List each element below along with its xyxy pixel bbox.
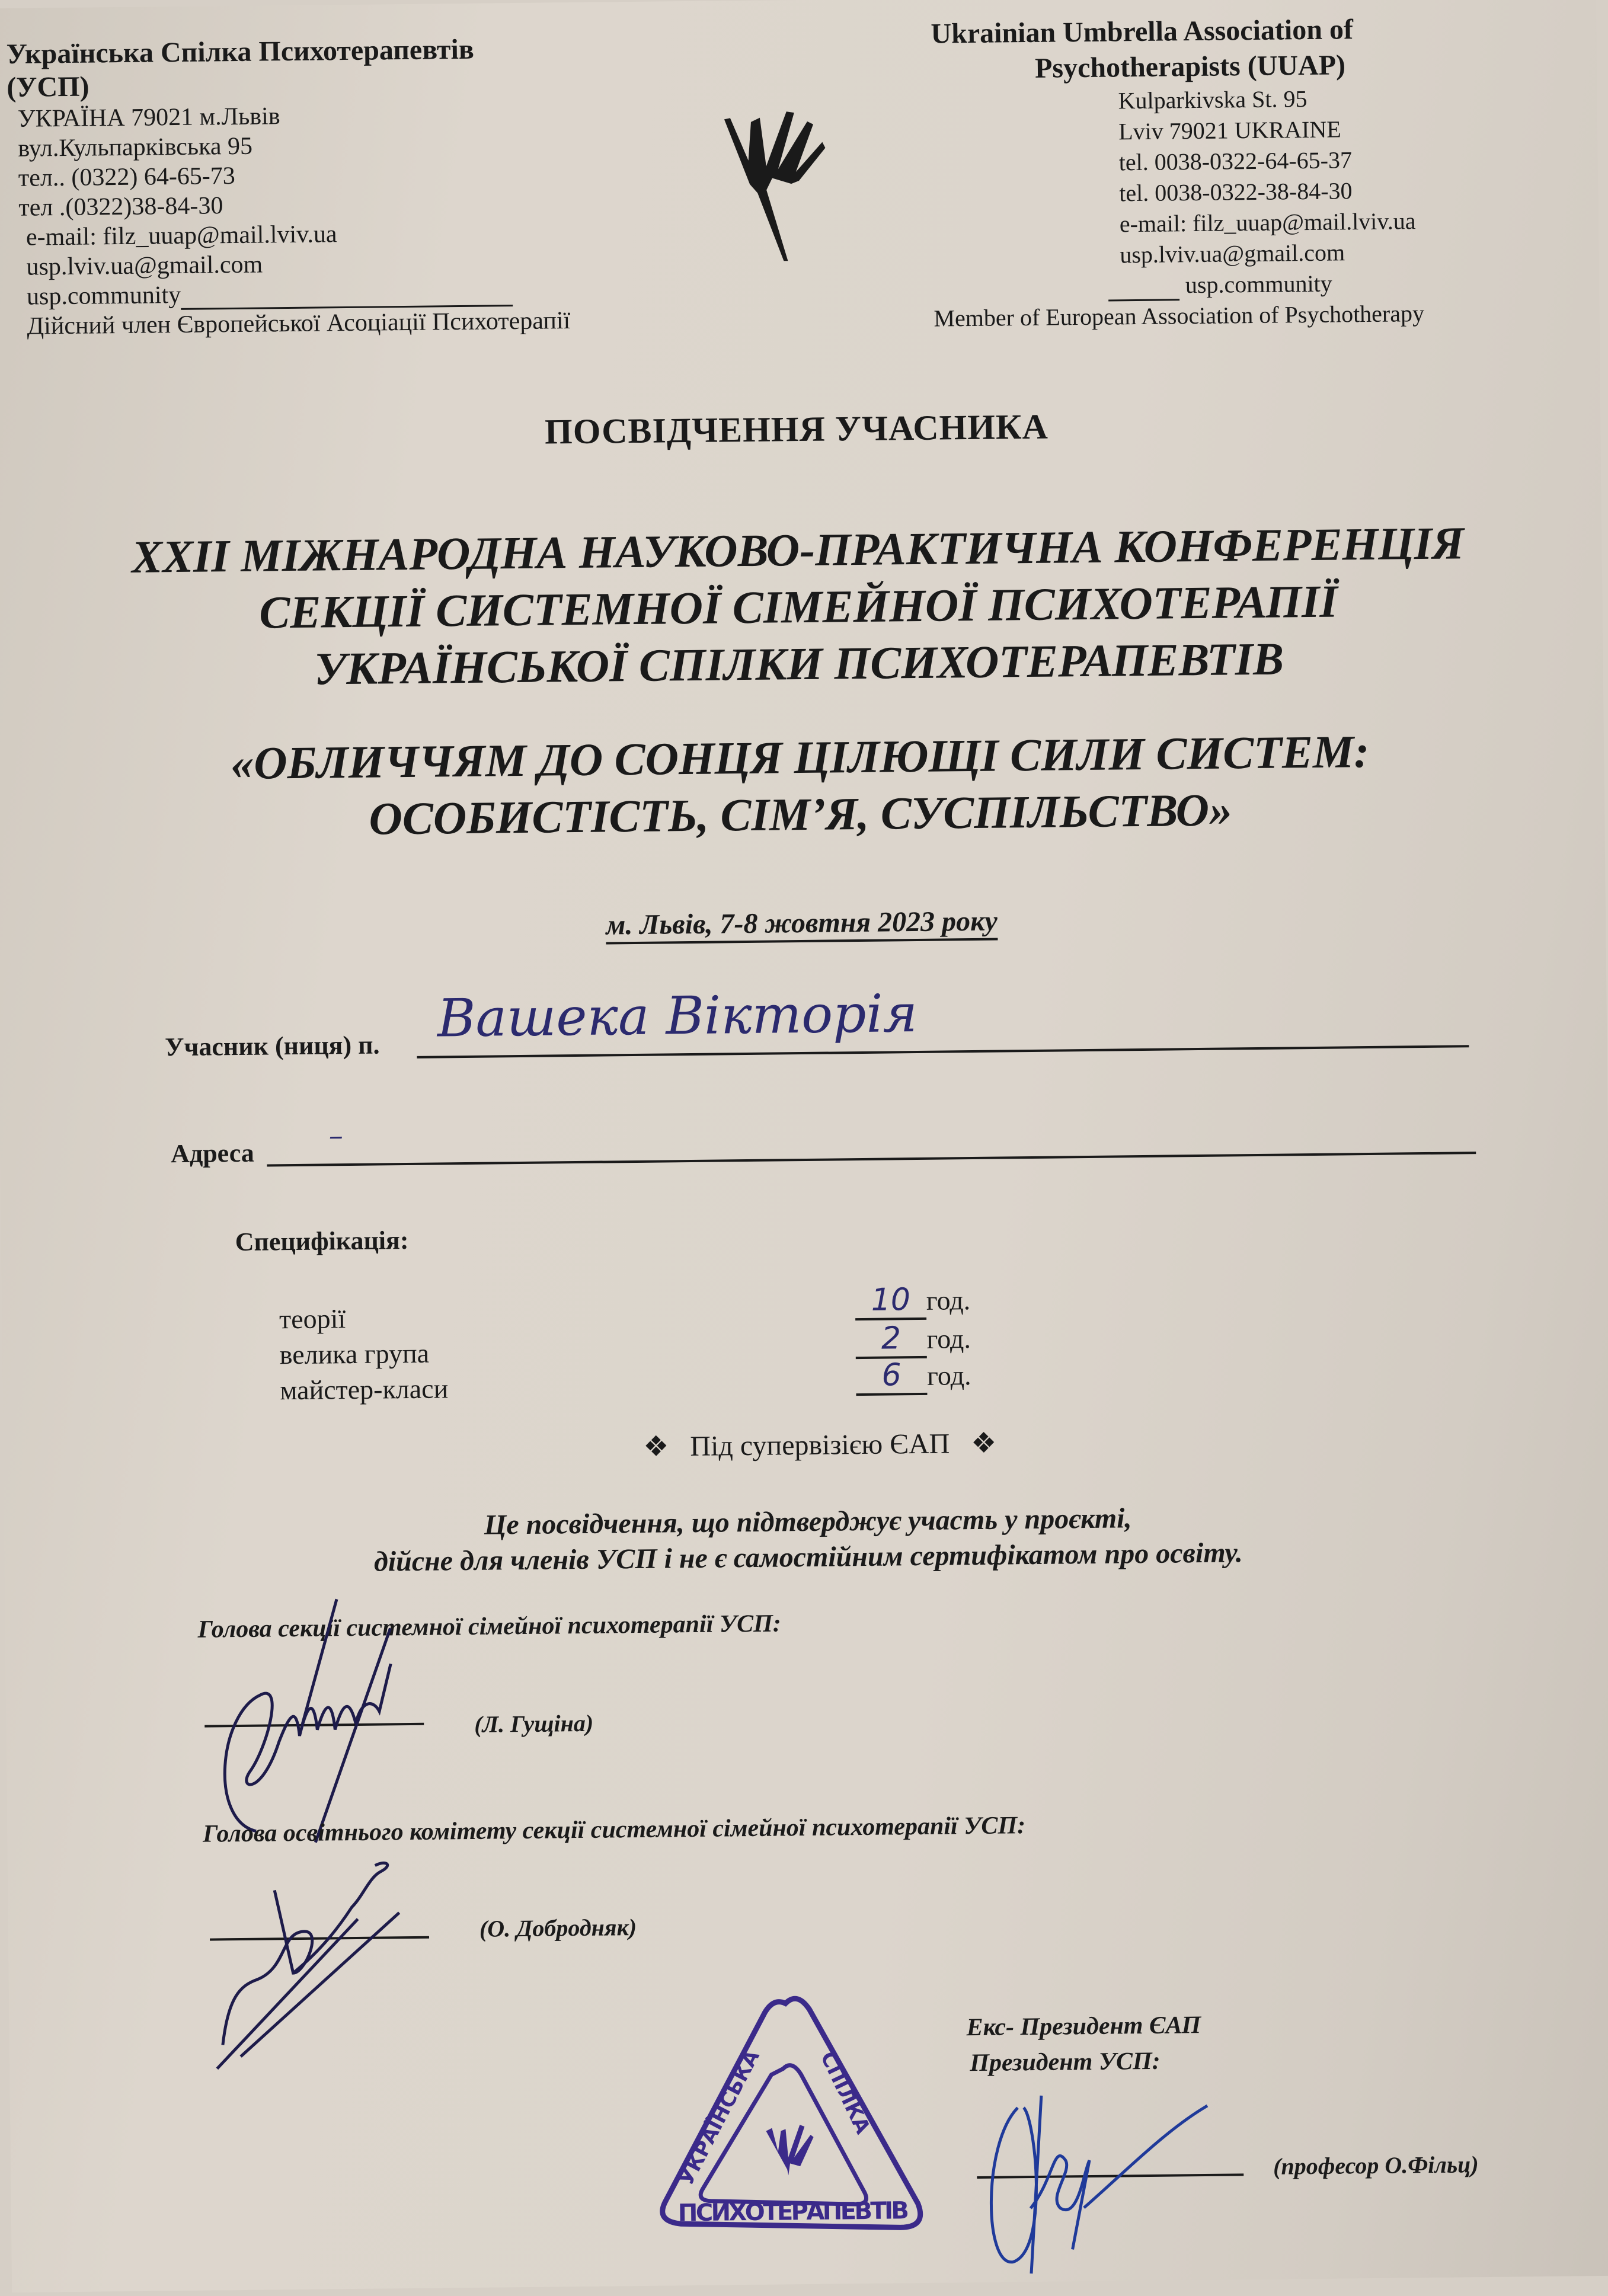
signature-2-icon (203, 1841, 490, 2081)
signatory-role-1: Голова секції системної сімейної психотерапії УСП: (197, 1610, 781, 1643)
participant-name: Вашека Вікторія (437, 982, 918, 1049)
address-line: Kulparkivska St. 95 (1118, 85, 1308, 114)
email-line: usp.lviv.ua@gmail.com (26, 251, 263, 281)
signatory-role-2: Голова освітнього комітету секції системної сімейної психотерапії УСП: (202, 1812, 1026, 1848)
supervision-line (643, 1427, 996, 1463)
spec-hours-theory (855, 1281, 992, 1320)
note-line: Це посвідчення, що підтверджує участь у проєкті, (484, 1502, 1132, 1541)
signatory-name-2: (О. Добродняк) (479, 1914, 637, 1942)
address-line: УКРАЇНА 79021 м.Львів (17, 103, 280, 133)
signatory-name-3: (професор О.Фільц) (1273, 2151, 1479, 2180)
spec-label-masterclass: майстер-класи (280, 1373, 449, 1406)
theme-line: «ОБЛИЧЧЯМ ДО СОНЦЯ ЦІЛЮЩІ СИЛИ СИСТЕМ: (230, 725, 1370, 789)
hours-value: 6 (856, 1357, 928, 1396)
organization-stamp (625, 1978, 960, 2254)
signatory-name-1: (Л. Гущіна) (474, 1709, 594, 1738)
email-line: e-mail: filz_uuap@mail.lviv.ua (1119, 207, 1416, 238)
org-name-en: Ukrainian Umbrella Association of (931, 14, 1354, 50)
hours-unit: год. (926, 1323, 971, 1354)
phone-line: тел.. (0322) 64-65-73 (18, 162, 236, 192)
phone-line: tel. 0038-0322-64-65-37 (1118, 146, 1353, 176)
place-date (0, 898, 1606, 948)
supervision-text: Під супервізією ЄАП (690, 1428, 950, 1463)
website-text: usp.community (1185, 270, 1332, 299)
header-left (6, 32, 570, 341)
email-line: e-mail: filz_uuap@mail.lviv.ua (25, 220, 337, 251)
note-line: дійсне для членів УСП і не є самостійним сертифікатом про освіту. (373, 1537, 1243, 1578)
diamond-bullet-icon: ❖ (970, 1427, 997, 1460)
spec-label-theory: теорії (279, 1303, 346, 1335)
org-abbr-uk: (УСП) (7, 71, 89, 103)
phone-line: tel. 0038-0322-38-84-30 (1119, 177, 1353, 207)
stamp-bottom-text: ПСИХОТЕРАПЕВТІВ (677, 2197, 910, 2227)
stamp-right-text: СПІЛКА (816, 2048, 875, 2138)
membership-line: Дійсний член Європейської Асоціації Психотерапії (27, 307, 571, 340)
membership-line: Member of European Association of Psychotherapy (934, 299, 1425, 332)
hours-unit: год. (926, 1285, 971, 1316)
org-name-uk: Українська Спілка Психотерапевтів (6, 33, 475, 70)
hours-value: 2 (855, 1320, 927, 1359)
address-line: Lviv 79021 UKRAINE (1118, 116, 1341, 145)
participant-label: Учасник (ниця) п. (165, 1030, 380, 1062)
specification-title: Специфікація: (235, 1225, 409, 1257)
address-value: – (328, 1119, 344, 1153)
spec-hours-masterclass (856, 1357, 993, 1396)
address-label: Адреса (170, 1138, 255, 1169)
signatory-role-3a: Екс- Президент ЄАП (966, 2012, 1201, 2042)
hours-unit: год. (926, 1360, 971, 1391)
signature-1-icon (194, 1592, 494, 1856)
conference-line: XXII МІЖНАРОДНА НАУКОВО-ПРАКТИЧНА КОНФЕРЕНЦІЯ (131, 517, 1465, 583)
website-text: usp.community (26, 281, 181, 311)
conference-title (0, 513, 1603, 701)
stamp-left-text: УКРАЇНСЬКА (674, 2046, 765, 2189)
phone-line: тел .(0322)38-84-30 (18, 192, 223, 222)
place-date-text: м. Львів, 7-8 жовтня 2023 року (606, 906, 998, 945)
email-line: usp.lviv.ua@gmail.com (1120, 239, 1345, 268)
conference-line: СЕКЦІЇ СИСТЕМНОЇ СІМЕЙНОЇ ПСИХОТЕРАПІЇ (258, 575, 1338, 638)
usp-logo-icon (682, 88, 838, 268)
conference-theme (0, 721, 1605, 851)
spec-hours-large-group (855, 1320, 992, 1359)
hours-value: 10 (855, 1282, 926, 1320)
conference-line: УКРАЇНСЬКОЇ СПІЛКИ ПСИХОТЕРАПЕВТІВ (314, 632, 1284, 695)
org-name-en-2: Psychotherapists (UUAP) (1034, 49, 1346, 84)
diamond-bullet-icon: ❖ (643, 1431, 669, 1463)
address-line: вул.Кульпарківська 95 (18, 132, 253, 162)
address-line (267, 1128, 1476, 1166)
spec-label-large-group: велика група (279, 1338, 430, 1370)
signature-3-icon (970, 2069, 1304, 2286)
theme-line: ОСОБИСТІСТЬ, СІМ’Я, СУСПІЛЬСТВО» (369, 784, 1233, 845)
document-title: ПОСВІДЧЕННЯ УЧАСНИКА (544, 407, 1049, 452)
header-right (931, 11, 1424, 334)
signatory-role-3b: Президент УСП: (970, 2047, 1161, 2077)
website-line (934, 267, 1424, 303)
